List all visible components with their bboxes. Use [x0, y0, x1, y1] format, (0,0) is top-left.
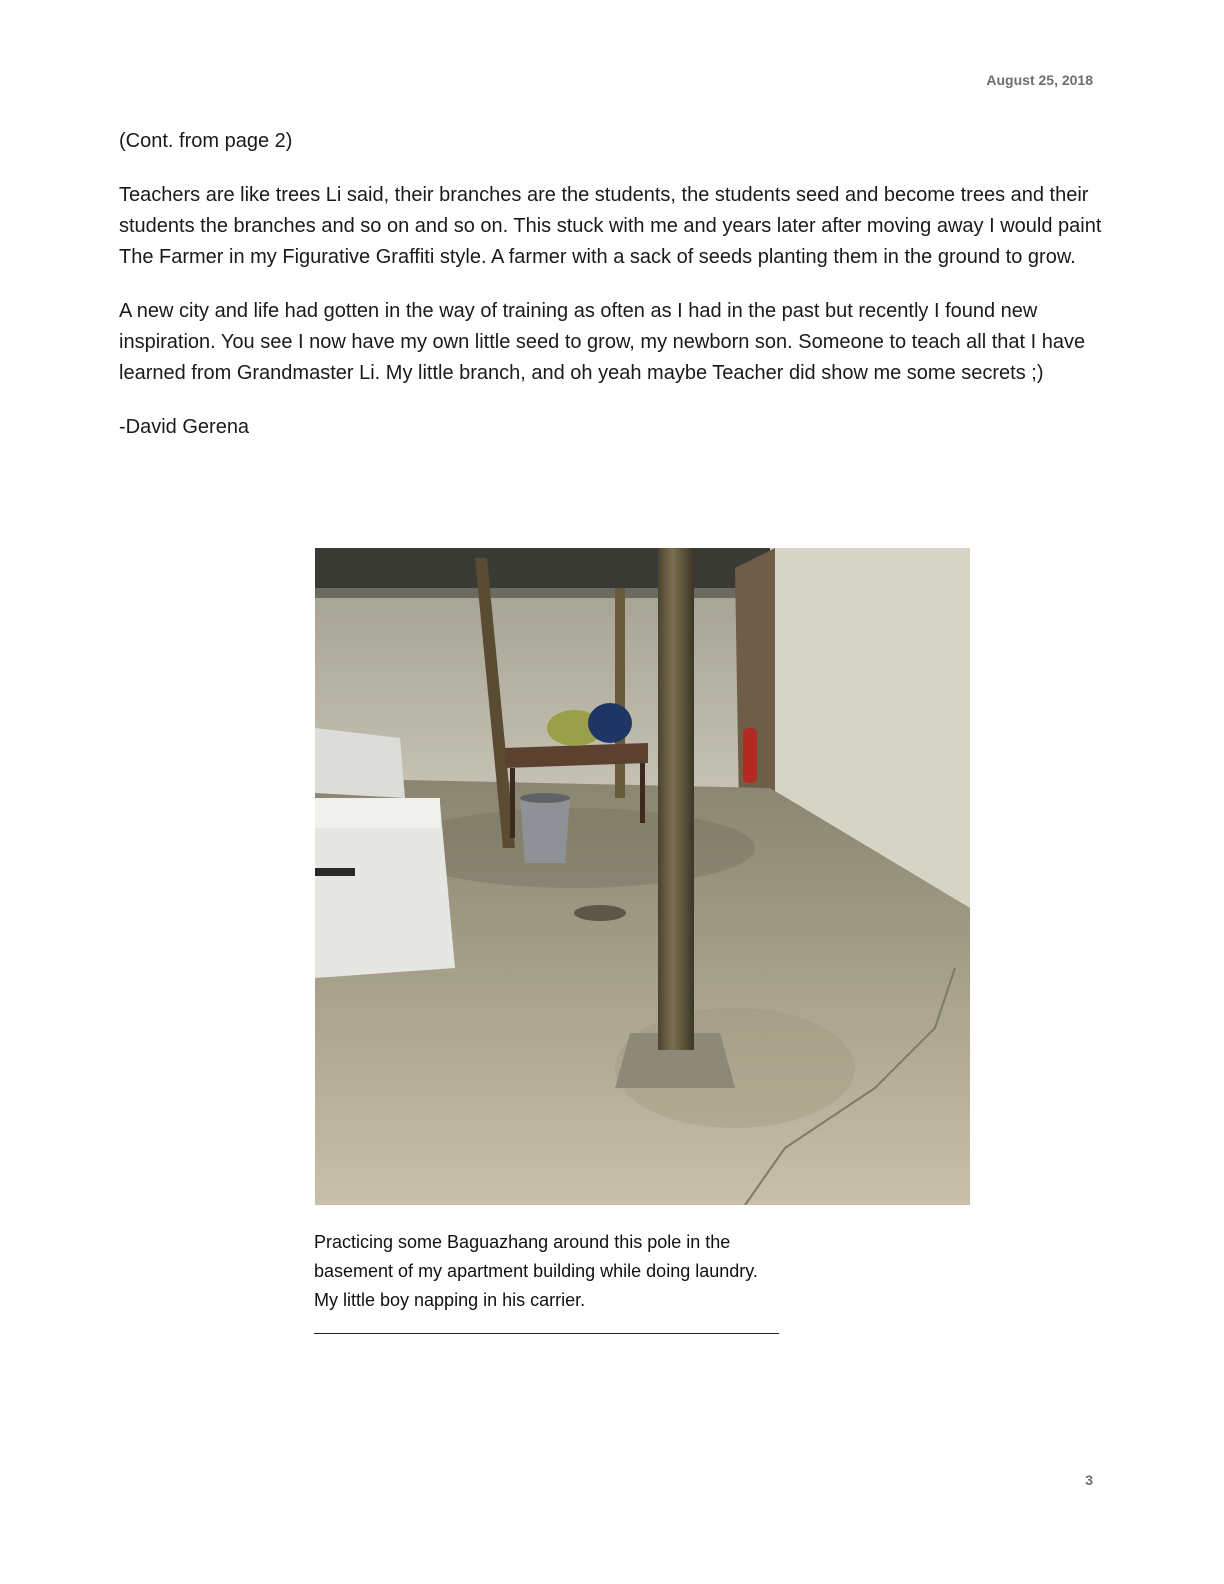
photo-caption: Practicing some Baguazhang around this pole in the basement of my apartment building while doing laundry. My little boy napping in his carrier.: [314, 1232, 758, 1310]
caption-divider: [314, 1333, 779, 1334]
author-signature: -David Gerena: [119, 416, 250, 438]
basement-photo: [315, 548, 970, 1205]
paragraph: Teachers are like trees Li said, their branches are the students, the students seed and become trees and their students the branches and so on and so on. This stuck with me and years later after moving away I would paint The Farmer in my Figurative Graffiti style. A farmer with a sack of seeds planting them in the ground to grow.: [119, 184, 1102, 268]
paragraph: A new city and life had gotten in the way of training as often as I had in the past but recently I found new inspiration. You see I now have my own little seed to grow, my newborn son. Someone to teach all that I have learned from Grandmaster Li. My little branch, and oh yeah maybe Teacher did show me some secrets ;): [119, 300, 1086, 384]
page-date: August 25, 2018: [986, 72, 1093, 88]
article-body: [119, 126, 1104, 466]
page-number: 3: [1085, 1472, 1093, 1488]
continuation-note: (Cont. from page 2): [119, 130, 293, 152]
basement-photo-illustration: [315, 548, 970, 1205]
